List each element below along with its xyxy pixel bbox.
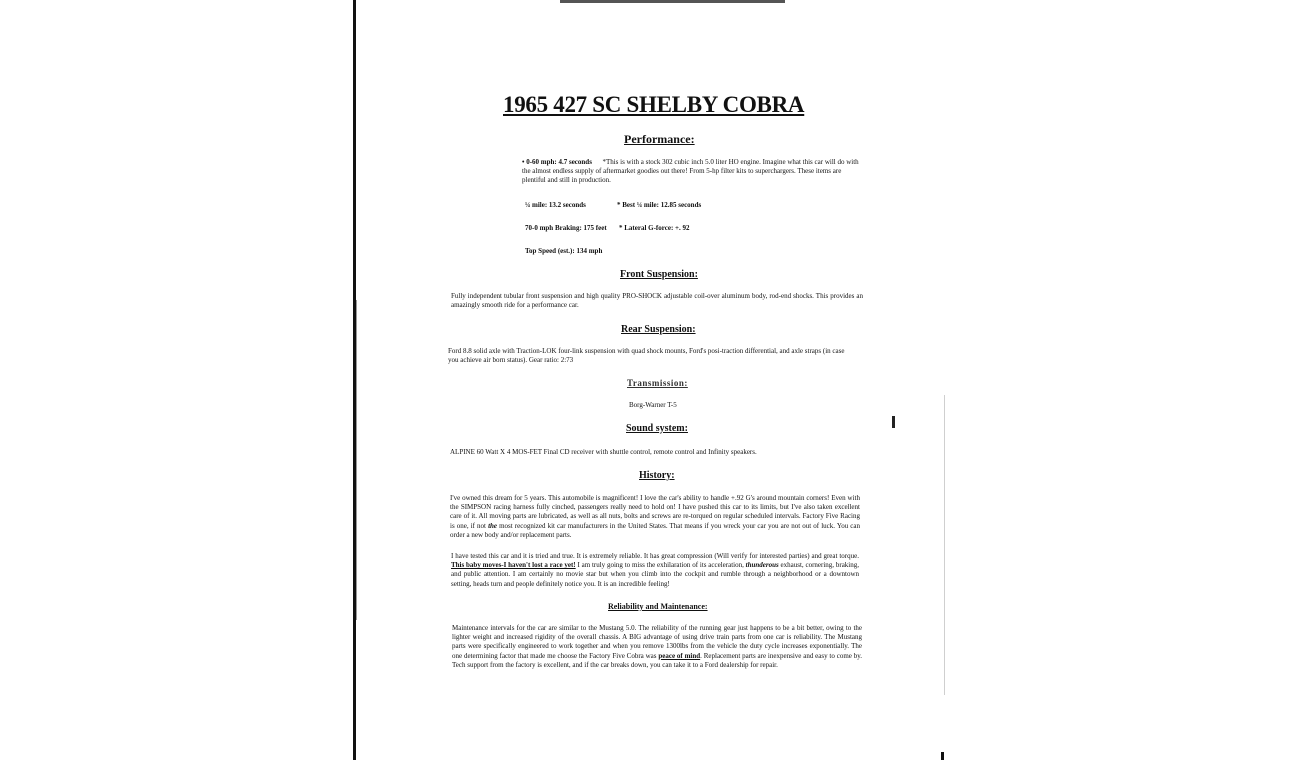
- rear-suspension-text: Ford 8.8 solid axle with Traction-LOK four-link suspension with quad shock mounts, Ford's posi-traction differential, and axle straps (in case you achieve air born status). Gear ratio: 2:73: [448, 347, 845, 365]
- quarter-mile-stat: ¼ mile: 13.2 seconds: [525, 201, 586, 209]
- scan-top-smudge: [560, 0, 785, 3]
- history-heading: History:: [639, 470, 675, 481]
- history-p1-em: the: [488, 521, 498, 530]
- history-p1-b: most recognized kit car manufacturers in the United States. That means if you wreck your car you are not out of luck. You can order a new body and/or replacement parts.: [450, 521, 860, 539]
- history-paragraph-2: [451, 552, 859, 589]
- performance-heading: Performance:: [624, 132, 695, 146]
- history-p1-a: I've owned this dream for 5 years. This automobile is magnificent! I love the car's ability to handle +.92 G's around mountain corners! Even with the SIMPSON racing harness fully cinched, passengers really need to hold on! I have pushed this car to its limits, but I've also taken excellent care of it. All moving parts are lubricated, as well as all nuts, bolts and screws are re-torqued on regular scheduled intervals. Factory Five Racing is one, if not: [450, 494, 860, 530]
- scan-right-edge: [944, 395, 945, 695]
- transmission-heading: Transmission:: [627, 378, 688, 388]
- reliability-bold: peace of mind: [658, 651, 701, 660]
- zero-sixty-label: • 0-60 mph: 4.7 seconds: [522, 158, 592, 166]
- braking-stat: 70-0 mph Braking: 175 feet: [525, 224, 607, 232]
- reliability-text-b: . Replacement parts are inexpensive and easy to come by. Tech support from the factory is excellent, and if the car breaks down, you can take it to a Ford dealership for repair.: [452, 651, 863, 669]
- sound-system-text: ALPINE 60 Watt X 4 MOS-FET Final CD receiver with shuttle control, remote control and Infinity speakers.: [450, 448, 757, 456]
- lateral-g-stat: * Lateral G-force: +. 92: [619, 224, 690, 232]
- rear-suspension-heading: Rear Suspension:: [621, 324, 696, 335]
- history-p2-a: I have tested this car and it is tried and true. It is extremely reliable. It has great compression (Will verify for interested parties) and great torque.: [451, 552, 859, 560]
- transmission-text: Borg-Warner T-5: [629, 401, 677, 409]
- performance-zero-sixty: [522, 158, 862, 186]
- front-suspension-text: Fully independent tubular front suspension and high quality PRO-SHOCK adjustable coil-over aluminum body, rod-end shocks. This provides an amazingly smooth ride for a performance car.: [451, 292, 863, 310]
- front-suspension-heading: Front Suspension:: [620, 269, 698, 280]
- sound-system-heading: Sound system:: [626, 423, 688, 434]
- history-p2-em: thunderous: [745, 561, 779, 570]
- scan-left-shadow: [356, 300, 357, 620]
- document-title: 1965 427 SC SHELBY COBRA: [503, 92, 805, 117]
- reliability-text: [452, 624, 862, 670]
- scan-mark: [892, 416, 895, 428]
- best-quarter-mile-stat: * Best ¼ mile: 12.85 seconds: [617, 201, 702, 209]
- history-p2-c: exhaust, cornering, braking, and public attention. I am certainly no movie star but when you climb into the cockpit and rumble through a neighborhood or a downtown setting, heads turn and people definitely notice you. It is an incredible feeling!: [451, 561, 859, 588]
- top-speed-stat: Top Speed (est.): 134 mph: [525, 247, 603, 255]
- history-p2-bold: This baby moves-I haven't lost a race yet!: [451, 561, 576, 570]
- history-p2-b: I am truly going to miss the exhilaration of its acceleration,: [575, 561, 746, 570]
- history-paragraph-1: [450, 494, 860, 540]
- zero-sixty-note: *This is with a stock 302 cubic inch 5.0 liter HO engine. Imagine what this car will do with the almost endless supply of aftermarket goodies out there! From 5-hp filter kits to superchargers. These items are plentiful and still in production.: [522, 158, 859, 185]
- reliability-text-a: Maintenance intervals for the car are similar to the Mustang 5.0. The reliability of the running gear just happens to be a bit better, owing to the lighter weight and increased rigidity of the overall chassis. A BIG advantage of using drive train parts from one car is reliability. The Mustang parts were specifically engineered to work together and when you remove 1300lbs from the vehicle the duty cycle increases exponentially. The one determining factor that made me choose the Factory Five Cobra was: [452, 624, 862, 660]
- reliability-heading: Reliability and Maintenance:: [608, 602, 708, 611]
- scan-mark-bottom: [941, 752, 944, 760]
